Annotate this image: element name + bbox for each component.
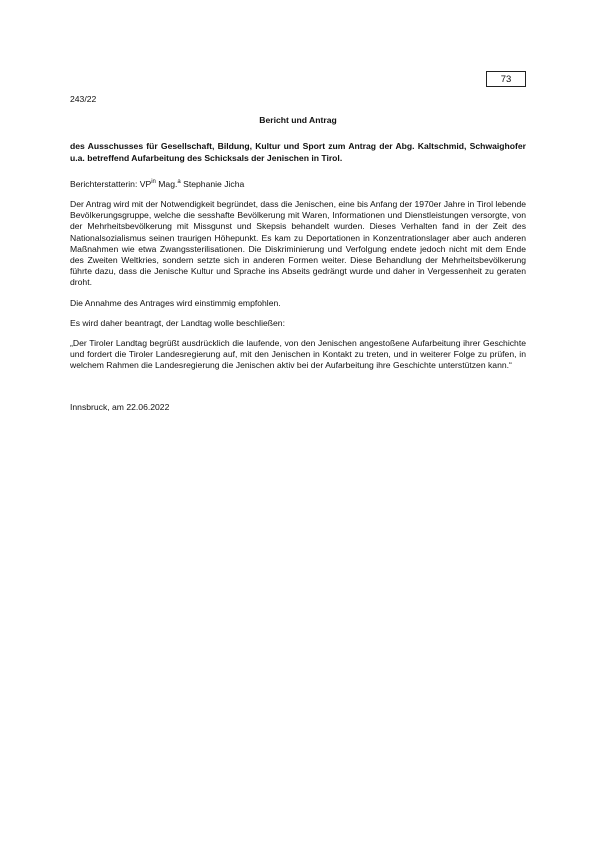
committee-subtitle: des Ausschusses für Gesellschaft, Bildung, Kultur und Sport zum Antrag der Abg. Kaltschmid, Schwaighofer u.a. betreffend Aufarbeitung des Schicksals der Jenischen in Tirol. (70, 141, 526, 163)
page-number: 73 (500, 74, 512, 85)
rapporteur-academic-superscript: a (177, 178, 181, 185)
rapporteur-academic-title: Mag. (155, 178, 178, 189)
rapporteur-name: Stephanie Jicha (180, 178, 245, 189)
recommendation-paragraph: Die Annahme des Antrages wird einstimmig empfohlen. (70, 297, 281, 308)
justification-paragraph: Der Antrag wird mit der Notwendigkeit begründet, dass die Jenischen, eine bis Anfang der 1970er Jahre in Tirol lebende Bevölkerungsgruppe, welche die sesshafte Bevölkerung mit Waren, Informationen und Dienstleistungen versorgte, von der Mehrheitsbevölkerung mit Missgunst und Skepsis behandelt wurden. Dieses Verhalten fand in der Zeit des Nationalsozialismus seinen traurigen Höhepunkt. Es kam zu Deportationen in Konzentrationslager aber auch anderen Maßnahmen wie etwa Zwangssterilisationen. Die Diskriminierung und Verfolgung endete jedoch nicht mit dem Ende des Zweiten Weltkries, sondern setzte sich in anderen Formen weiter. Diese Behandlung der Mehrheitsbevölkerung führte dazu, dass die Jenische Kultur und Sprache ins Abseits gedrängt wurde und daher in Vergessenheit zu geraten droht. (70, 199, 526, 288)
document-number: 243/22 (70, 94, 97, 104)
document-body (70, 94, 526, 421)
rapporteur-title-superscript: in (151, 178, 156, 185)
rapporteur-label: Berichterstatterin: VP (70, 178, 152, 189)
document-title: Bericht und Antrag (259, 115, 337, 126)
page-number-box (486, 71, 526, 87)
resolution-quote: „Der Tiroler Landtag begrüßt ausdrücklich die laufende, von den Jenischen angestoßene Aufarbeitung ihrer Geschichte und fordert die Tiroler Landesregierung auf, mit den Jenischen in Kontakt zu treten, und in weiterer Folge zu prüfen, in welchem Rahmen die Landesregierung die Jenischen aktiv bei der Aufarbeitung ihre Geschichte unterstützen kann.“ (70, 338, 526, 371)
rapporteur-line (70, 179, 526, 190)
place-and-date: Innsbruck, am 22.06.2022 (70, 401, 170, 412)
motion-intro-paragraph: Es wird daher beantragt, der Landtag wolle beschließen: (70, 317, 285, 328)
